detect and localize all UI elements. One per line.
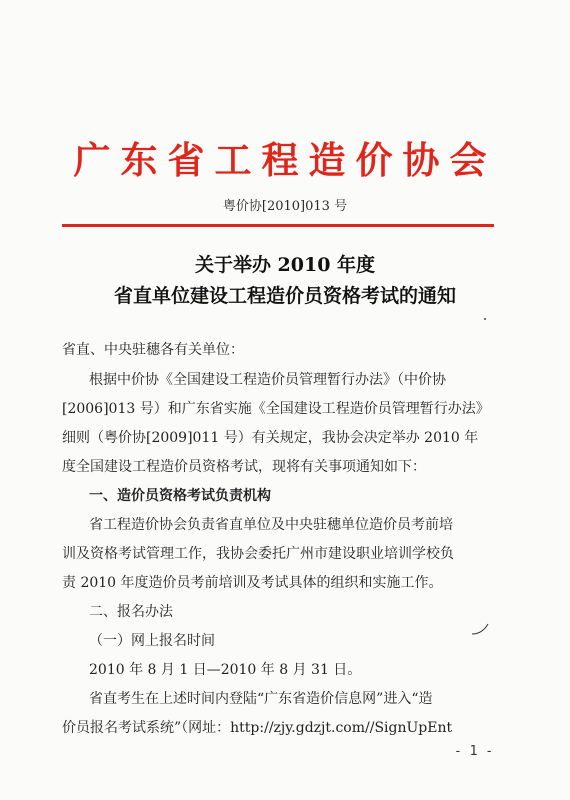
date-range: 2010 年 8 月 1 日—2010 年 8 月 31 日。	[89, 662, 362, 678]
notice-title-line1: 关于举办 2010 年度	[194, 254, 376, 276]
paragraph-2-line-3: 责 2010 年度造价员考前培训及考试具体的组织和实施工作。	[62, 575, 443, 591]
notice-title-line2: 省直单位建设工程造价员资格考试的通知	[113, 285, 456, 307]
addressee: 省直、中央驻穗各有关单位：	[62, 342, 244, 358]
red-divider	[62, 224, 494, 227]
organization-title: 广东省工程造价协会	[73, 138, 497, 182]
section-1-heading: 一、造价员资格考试负责机构	[89, 488, 271, 504]
document-number: 粤价协[2010]013 号	[222, 199, 348, 214]
paragraph-1-line-4: 度全国建设工程造价员资格考试，现将有关事项通知如下：	[62, 459, 426, 475]
paragraph-1-line-2: [2006]013 号）和广东省实施《全国建设工程造价员管理暂行办法》	[62, 401, 490, 417]
pen-mark	[470, 622, 490, 636]
paragraph-1-line-1: 根据中价协《全国建设工程造价员管理暂行办法》（中价协	[89, 372, 446, 388]
paragraph-2-line-2: 训及资格考试管理工作，我协会委托广州市建设职业培训学校负	[62, 546, 454, 562]
page-number: - 1 -	[454, 744, 494, 759]
paragraph-1-line-3: 细则（粤价协[2009]011 号）有关规定，我协会决定举办 2010 年	[62, 430, 479, 446]
subsection-1-heading: （一）网上报名时间	[89, 633, 215, 649]
section-2-heading: 二、报名办法	[89, 604, 173, 620]
paragraph-3-line-1: 省直考生在上述时间内登陆“广东省造价信息网”进入“造	[89, 691, 433, 707]
ink-dot	[484, 318, 486, 320]
paragraph-2-line-1: 省工程造价协会负责省直单位及中央驻穗单位造价员考前培	[89, 517, 453, 533]
paragraph-3-line-2: 价员报名考试系统”（网址：http://zjy.gdzjt.com//SignUpEnt	[62, 720, 453, 736]
